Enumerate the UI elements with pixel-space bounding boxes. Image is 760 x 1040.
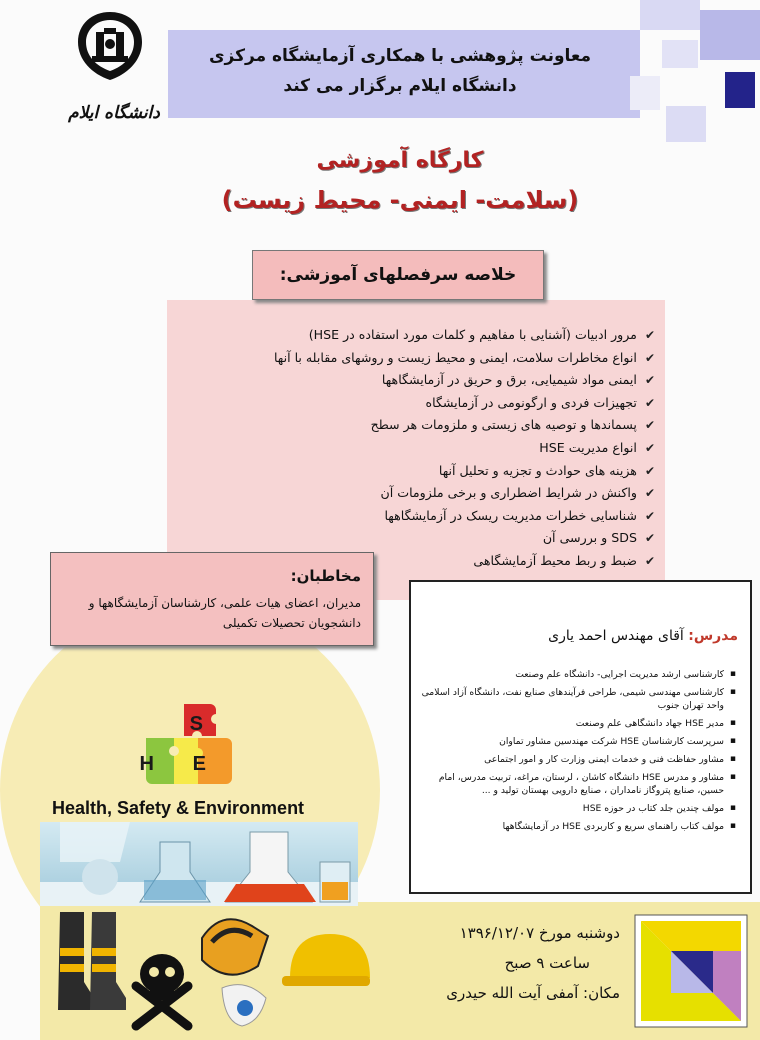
list-item: ▪ کارشناسی ارشد مدیریت اجرایی- دانشگاه علم وصنعت [421,668,736,681]
header-line-1: معاونت پژوهشی با همکاری آزمایشگاه مرکزی [208,46,592,66]
decor-square [666,106,706,142]
workshop-subtitle: (سلامت- ایمنی- محیط زیست) [221,186,579,214]
instructor-label: مدرس: [688,628,738,644]
check-icon: ✔ [644,395,655,410]
instructor-heading [548,628,738,644]
hse-caption: Health, Safety & Environment [52,798,305,818]
decor-square [662,40,698,68]
event-place: مکان: آمفی آیت الله حیدری [446,984,620,1002]
audience-box [50,552,374,646]
hard-hat-icon [282,934,370,986]
list-item: ✔شناسایی خطرات مدیریت ریسک در آزمایشگاهها [384,507,655,523]
letter-h: H [139,753,154,775]
list-item: ▪ سرپرست کارشناسان HSE شرکت مهندسین مشاور تماوان [421,735,736,748]
lab-photo [40,822,358,906]
list-item: ✔انواع مدیریت HSE [539,439,655,455]
list-item: ▪ مشاور حفاظت فنی و خدمات ایمنی وزارت کار و امور اجتماعی [421,753,736,766]
decor-square [700,10,760,60]
list-item: ▪ مشاور و مدرس HSE دانشگاه کاشان ، لرستان، مراغه، تربیت مدرس، امام حسین، صنایع پتروگاز نامداران ، صنایع دارویی بهستان تولید و ... [421,771,736,797]
instructor-credentials [421,668,736,833]
decor-square [630,76,660,110]
university-logo [52,8,170,128]
audience-heading: مخاطبان: [290,567,361,585]
check-icon: ✔ [644,350,655,365]
check-icon: ✔ [644,508,655,523]
header-line-2: دانشگاه ایلام برگزار می کند [283,76,517,96]
check-icon: ✔ [644,486,655,501]
respirator-mask-icon [222,985,266,1026]
decor-square-dark [725,72,755,108]
event-date: دوشنبه مورخ ۱۳۹۶/۱۲/۰۷ [459,924,620,942]
list-item: ✔انواع مخاطرات سلامت، ایمنی و محیط زیست و روشهای مقابله با آنها [273,349,655,365]
check-icon: ✔ [644,328,655,342]
logo-wordmark: دانشگاه ایلام [68,103,160,123]
instructor-box [409,580,752,894]
check-icon: ✔ [644,531,655,546]
list-item: ✔مرور ادبیات (آشنایی با مفاهیم و کلمات مورد استفاده در HSE) [308,327,655,342]
list-item: ✔هزینه های حوادث و تجزیه و تحلیل آنها [438,462,655,478]
list-item: ✔SDS و بررسی آن [542,530,655,546]
letter-e: E [192,753,206,775]
header-banner [168,30,640,118]
list-item: ✔ضبط و ربط محیط آزمایشگاهی [473,552,655,568]
list-item: ✔ایمنی مواد شیمیایی، برق و حریق در آزمایشگاهها [381,372,655,388]
topics-list [175,324,655,573]
check-icon: ✔ [644,440,655,455]
instructor-name: آقای مهندس احمد یاری [548,628,684,644]
letter-s: S [189,713,203,735]
skull-crossbones-icon [136,954,188,1026]
workshop-title: کارگاه آموزشی [316,148,484,173]
list-item: ✔پسماندها و توصیه های زیستی و ملزومات هر سطح [370,417,655,433]
decor-square [640,0,700,30]
summary-heading: خلاصه سرفصلهای آموزشی: [252,250,544,300]
check-icon: ✔ [644,463,655,478]
list-item: ▪ مولف کتاب راهنمای سریع و کاربردی HSE در آزمایشگاهها [421,820,736,833]
boots-icon [58,912,126,1010]
list-item: ▪ کارشناسی مهندسی شیمی، طراحی فرآیندهای صنایع نفت، دانشگاه آزاد اسلامی واحد تهران جنوب [421,686,736,712]
event-time: ساعت ۹ صبح [504,954,590,972]
list-item: ✔واکنش در شرایط اضطراری و برخی ملزومات آن [380,485,655,501]
list-item: ▪ مدیر HSE جهاد دانشگاهی علم وصنعت [421,717,736,730]
decorative-geometric-square [635,915,747,1027]
check-icon: ✔ [644,418,655,433]
safety-equipment-illustration [52,908,372,1036]
check-icon: ✔ [644,373,655,388]
check-icon: ✔ [644,553,655,568]
gloves-icon [202,919,268,974]
list-item: ▪ مولف چندین جلد کتاب در حوزه HSE [421,802,736,815]
event-details [385,910,620,1028]
hse-puzzle-logo [139,700,244,792]
list-item: ✔تجهیزات فردی و ارگونومی در آزمایشگاه [425,394,655,410]
audience-text: مدیران، اعضای هیات علمی، کارشناسان آزمایشگاهها و دانشجویان تحصیلات تکمیلی [88,596,361,630]
